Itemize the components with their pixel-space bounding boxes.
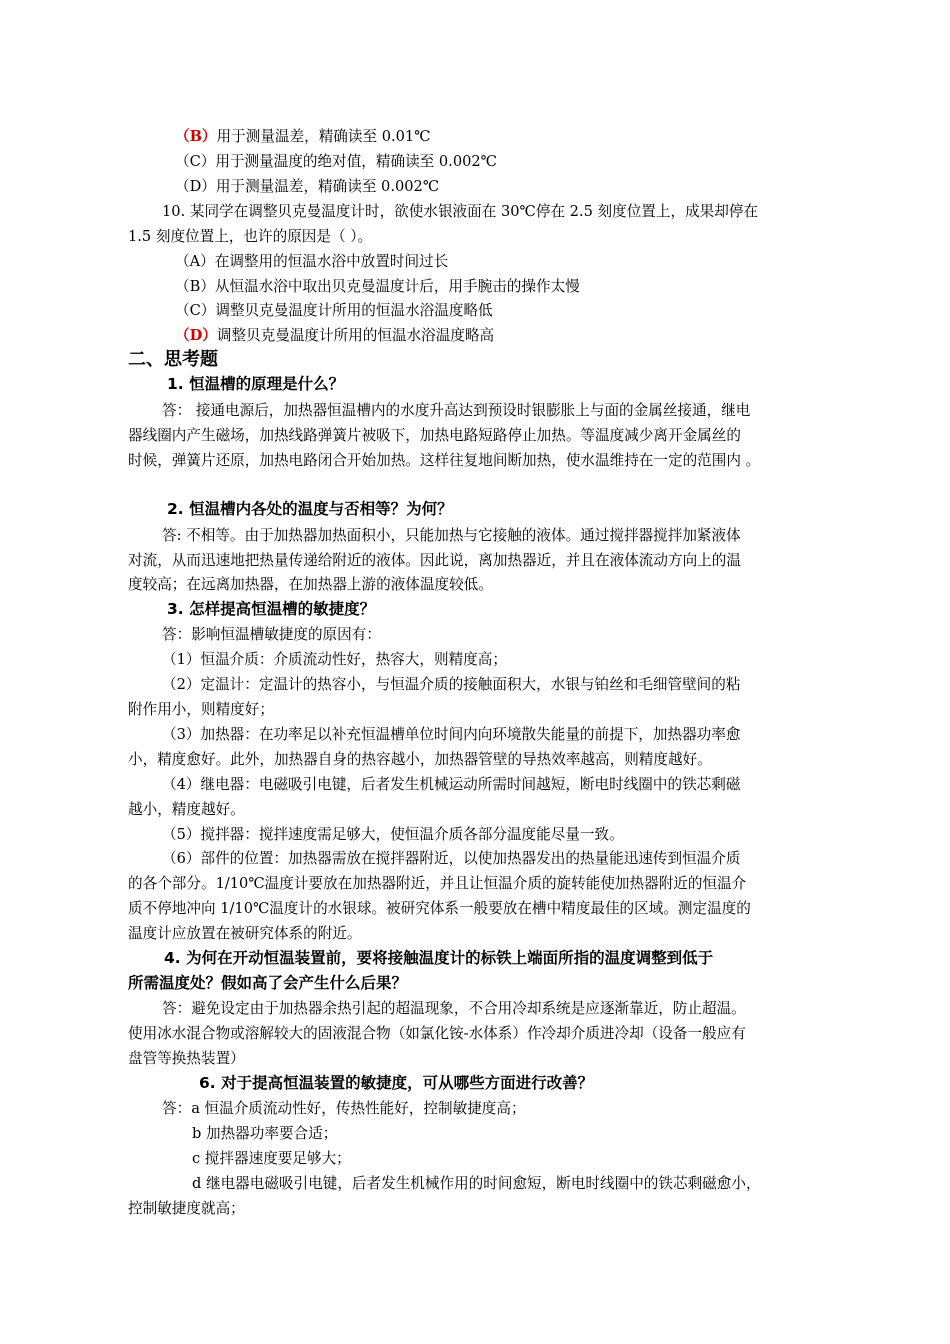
question-2-title: 2. 恒温槽内各处的温度与否相等？为何？ (167, 500, 453, 518)
answer-3-item: （4）继电器：电磁吸引电键，后者发生机械运动所需时间越短，断电时线圈中的铁芯剩磁 (162, 776, 741, 793)
answer-2-line: 度较高；在远离加热器，在加热器上游的液体温度较低。 (128, 576, 493, 593)
answer-3-item-cont: 小，精度愈好。此外，加热器自身的热容越小，加热器管壁的导热效率越高，则精度越好。 (128, 751, 712, 768)
answer-3-item-cont: 附作用小，则精度好； (128, 701, 274, 718)
answer-6-item-cont: 控制敏捷度就高； (128, 1200, 245, 1217)
option-9d: （D）用于测量温差，精确读至 0.002℃ (175, 178, 440, 195)
answer-6-item: d 继电器电磁吸引电键，后者发生机械作用的时间愈短，断电时线圈中的铁芯剩磁愈小， (192, 1175, 761, 1192)
answer-4-line: 使用冰水混合物或溶解较大的固液混合物（如氯化铵-水体系）作冷却介质进冷却（设备一般应有 (128, 1025, 746, 1042)
section-title: 二、思考题 (128, 349, 218, 370)
question-1-title: 1. 恒温槽的原理是什么？ (167, 375, 345, 393)
question-10-stem: 10. 某同学在调整贝克曼温度计时，欲使水银液面在 30℃停在 2.5 刻度位置上，成果却停在 (162, 203, 759, 220)
answer-6-item: 答：a 恒温介质流动性好，传热性能好，控制敏捷度高； (162, 1100, 526, 1117)
answer-2-line: 答: 不相等。由于加热器加热面积小，只能加热与它接触的液体。通过搅拌器搅拌加紧液体 (162, 527, 741, 544)
answer-4-line: 答：避免设定由于加热器余热引起的超温现象，不合用冷却系统是应逐渐靠近，防止超温。 (162, 1000, 746, 1017)
answer-letter: （D） (175, 327, 217, 344)
option-9b: （B）用于测量温差，精确读至 0.01℃ (175, 128, 431, 145)
answer-6-item: c 搅拌器速度要足够大； (192, 1150, 351, 1167)
answer-3-item: （5）搅拌器：搅拌速度需足够大，使恒温介质各部分温度能尽量一致。 (162, 826, 624, 843)
answer-4-line: 盘管等换热装置） (128, 1050, 245, 1067)
answer-1-line: 时候，弹簧片还原，加热电路闭合开始加热。这样往复地间断加热，使水温维持在一定的范围内 。 (128, 452, 761, 469)
option-9c: （C）用于测量温度的绝对值，精确读至 0.002℃ (175, 153, 498, 170)
question-6-title: 6. 对于提高恒温装置的敏捷度，可从哪些方面进行改善？ (199, 1074, 594, 1092)
answer-6-item: b 加热器功率要合适； (192, 1125, 338, 1142)
question-4-title-cont: 所需温度处？假如高了会产生什么后果？ (128, 974, 408, 992)
answer-1-line: 器线圈内产生磁场，加热线路弹簧片被吸下，加热电路短路停止加热。等温度减少离开金属丝的 (128, 427, 741, 444)
answer-3-item-cont: 越小，精度越好。 (128, 801, 245, 818)
option-10d: （D）调整贝克曼温度计所用的恒温水浴温度略高 (175, 327, 495, 344)
answer-letter: （B） (175, 128, 217, 145)
answer-3-item: （6）部件的位置：加热器需放在搅拌器附近，以使加热器发出的热量能迅速传到恒温介质 (162, 850, 741, 867)
question-10-stem-cont: 1.5 刻度位置上，也许的原因是（ ）。 (128, 228, 373, 245)
answer-3-intro: 答：影响恒温槽敏捷度的原因有： (162, 626, 381, 643)
answer-3-item: （3）加热器：在功率足以补充恒温槽单位时间内向环境散失能量的前提下，加热器功率愈 (162, 726, 741, 743)
answer-1-line: 答： 接通电源后，加热器恒温槽内的水度升高达到预设时银膨胀上与面的金属丝接通，继电 (162, 402, 751, 419)
answer-3-item-cont: 温度计应放置在被研究体系的附近。 (128, 925, 362, 942)
option-10a: （A）在调整用的恒温水浴中放置时间过长 (175, 253, 449, 270)
answer-3-item-cont: 的各个部分。1/10℃温度计要放在加热器附近，并且让恒温介质的旋转能使加热器附近的恒温介 (128, 875, 747, 892)
answer-2-line: 对流，从而迅速地把热量传递给附近的液体。因此说，离加热器近，并且在液体流动方向上的温 (128, 552, 741, 569)
question-4-title: 4. 为何在开动恒温装置前，要将接触温度计的标铁上端面所指的温度调整到低于 (164, 949, 714, 967)
question-3-title: 3. 怎样提高恒温槽的敏捷度？ (167, 600, 376, 618)
answer-3-item: （1）恒温介质：介质流动性好，热容大，则精度高； (162, 651, 507, 668)
option-10c: （C）调整贝克曼温度计所用的恒温水浴温度略低 (175, 302, 493, 319)
answer-3-item-cont: 质不停地冲向 1/10℃温度计的水银球。被研究体系一般要放在槽中精度最佳的区域。测定温度的 (128, 900, 751, 917)
answer-3-item: （2）定温计：定温计的热容小，与恒温介质的接触面积大，水银与铂丝和毛细管壁间的粘 (162, 676, 741, 693)
option-10b: （B）从恒温水浴中取出贝克曼温度计后，用手腕击的操作太慢 (175, 278, 580, 295)
